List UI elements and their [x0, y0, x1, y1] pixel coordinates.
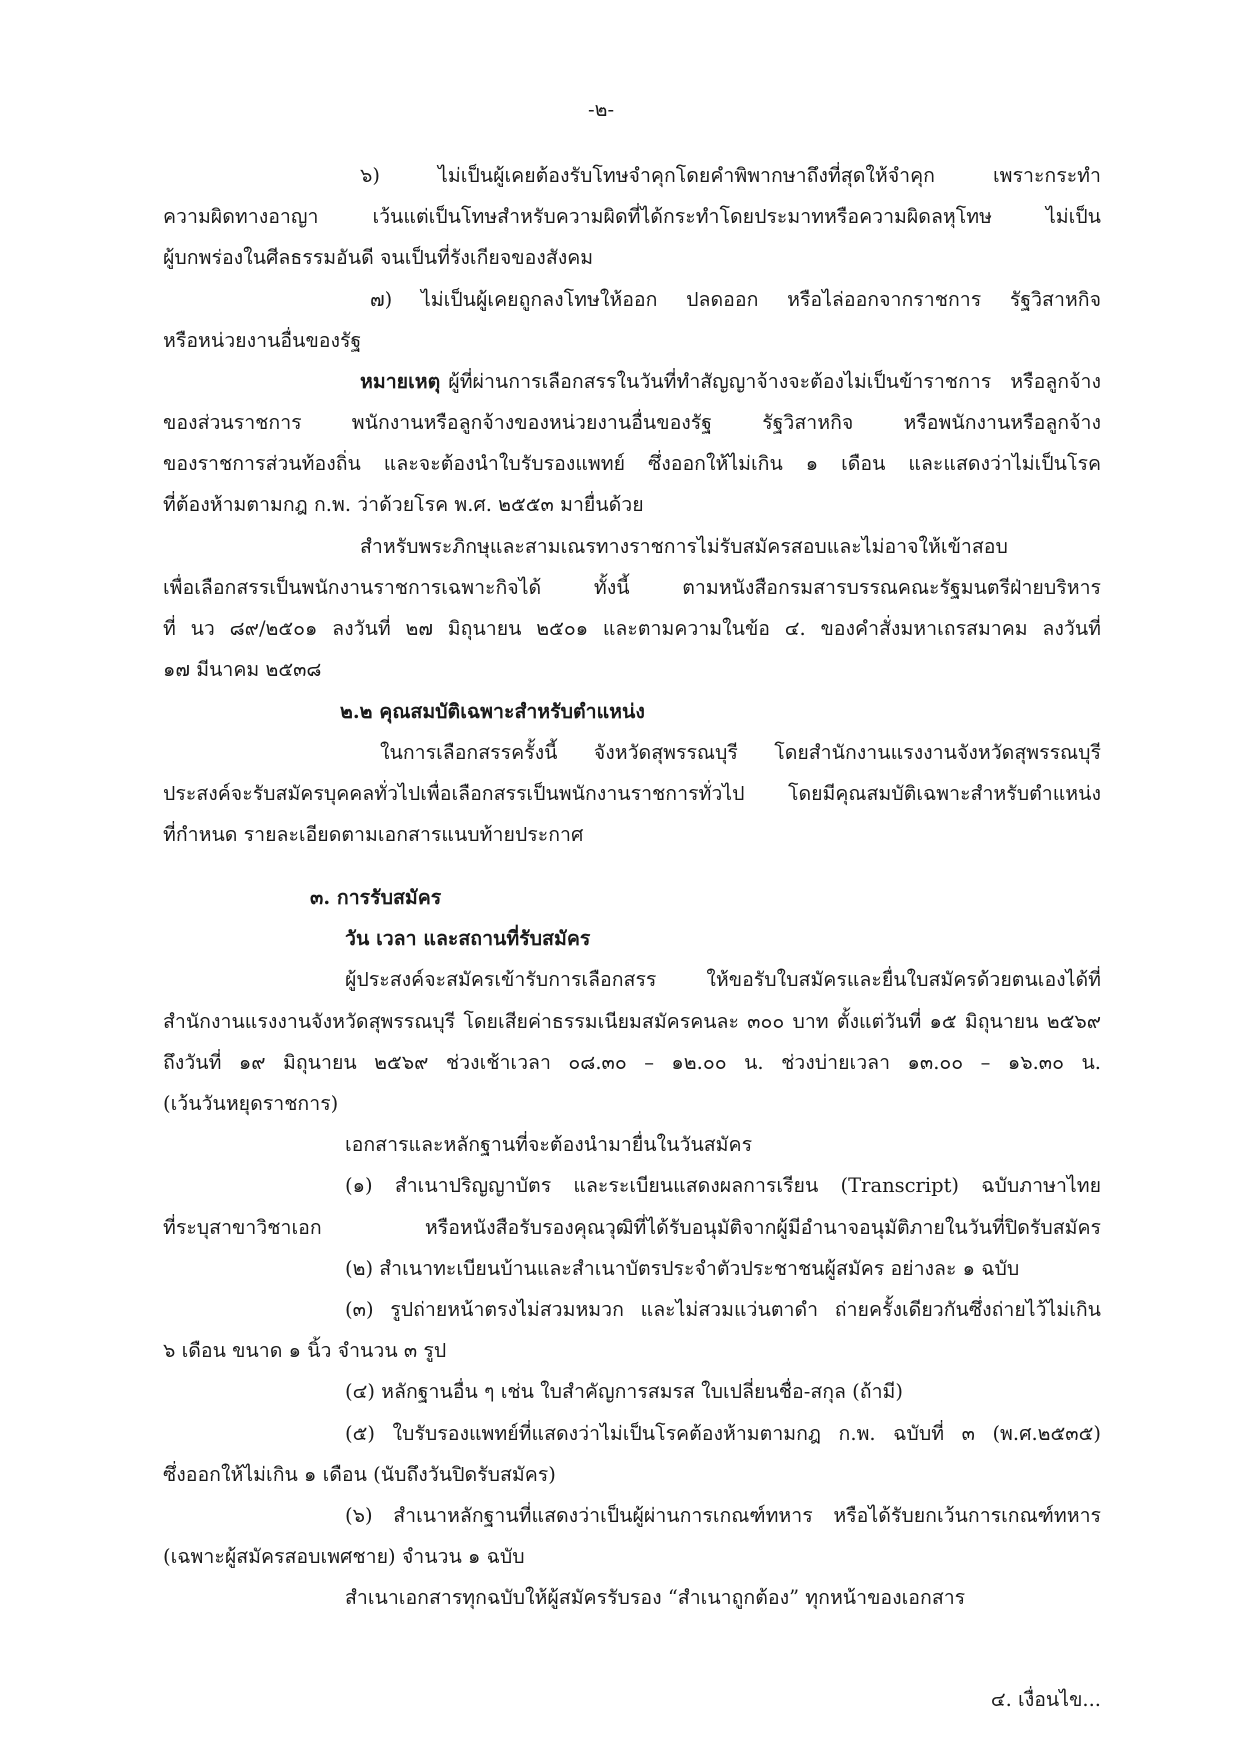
note-line-4: ที่ต้องห้ามตามกฎ ก.พ. ว่าด้วยโรค พ.ศ. ๒๕๕๓ มายื่นด้วย — [163, 493, 644, 516]
note-line-3: ของราชการส่วนท้องถิ่น และจะต้องนำใบรับรองแพทย์ ซึ่งออกให้ไม่เกิน ๑ เดือน และแสดงว่าไม่เป็นโรค — [163, 452, 1101, 475]
section-3-line-1: ผู้ประสงค์จะสมัครเข้ารับการเลือกสรร ให้ขอรับใบสมัครและยื่นใบสมัครด้วยตนเองได้ที่ — [345, 968, 1101, 991]
document-1-line-2: ที่ระบุสาขาวิชาเอก หรือหนังสือรับรองคุณวุฒิที่ได้รับอนุมัติจากผู้มีอำนาจอนุมัติภายในวันที่ปิดรับสมัคร — [163, 1216, 1101, 1239]
qualification-6-line-1: ๖) ไม่เป็นผู้เคยต้องรับโทษจำคุกโดยคำพิพากษาถึงที่สุดให้จำคุก เพราะกระทำ — [360, 164, 1101, 187]
monk-line-4: ๑๗ มีนาคม ๒๕๓๘ — [163, 658, 322, 681]
note-line-2: ของส่วนราชการ พนักงานหรือลูกจ้างของหน่วยงานอื่นของรัฐ รัฐวิสาหกิจ หรือพนักงานหรือลูกจ้าง — [163, 411, 1101, 434]
document-6-line-1: (๖) สำเนาหลักฐานที่แสดงว่าเป็นผู้ผ่านการเกณฑ์ทหาร หรือได้รับยกเว้นการเกณฑ์ทหาร — [345, 1504, 1101, 1527]
document-2: (๒) สำเนาทะเบียนบ้านและสำเนาบัตรประจำตัวประชาชนผู้สมัคร อย่างละ ๑ ฉบับ — [345, 1257, 1020, 1280]
monk-line-3: ที่ นว ๘๙/๒๕๐๑ ลงวันที่ ๒๗ มิถุนายน ๒๕๐๑ และตามความในข้อ ๔. ของคำสั่งมหาเถรสมาคม ลงวันที่ — [163, 617, 1101, 640]
document-3-line-1: (๓) รูปถ่ายหน้าตรงไม่สวมหมวก และไม่สวมแว่นตาดำ ถ่ายครั้งเดียวกันซึ่งถ่ายไว้ไม่เกิน — [345, 1298, 1101, 1321]
section-2-2-line-3: ที่กำหนด รายละเอียดตามเอกสารแนบท้ายประกาศ — [163, 823, 584, 846]
section-3-subheading: วัน เวลา และสถานที่รับสมัคร — [345, 927, 591, 950]
documents-certify-note: สำเนาเอกสารทุกฉบับให้ผู้สมัครรับรอง “สำเนาถูกต้อง” ทุกหน้าของเอกสาร — [345, 1586, 966, 1609]
document-3-line-2: ๖ เดือน ขนาด ๑ นิ้ว จำนวน ๓ รูป — [163, 1339, 447, 1362]
qualification-7-line-2: หรือหน่วยงานอื่นของรัฐ — [163, 329, 362, 352]
document-4: (๔) หลักฐานอื่น ๆ เช่น ใบสำคัญการสมรส ใบเปลี่ยนชื่อ-สกุล (ถ้ามี) — [345, 1380, 903, 1403]
section-3-line-3: ถึงวันที่ ๑๙ มิถุนายน ๒๕๖๙ ช่วงเช้าเวลา ๐๘.๓๐ – ๑๒.๐๐ น. ช่วงบ่ายเวลา ๑๓.๐๐ – ๑๖.๓๐ น. — [163, 1051, 1101, 1074]
section-3-line-4: (เว้นวันหยุดราชการ) — [163, 1092, 339, 1115]
note-label: หมายเหตุ — [360, 370, 441, 393]
qualification-6-line-3: ผู้บกพร่องในศีลธรรมอันดี จนเป็นที่รังเกียจของสังคม — [163, 246, 594, 269]
monk-line-2: เพื่อเลือกสรรเป็นพนักงานราชการเฉพาะกิจได้ ทั้งนี้ ตามหนังสือกรมสารบรรณคณะรัฐมนตรีฝ่ายบริหาร — [163, 576, 1101, 599]
section-3-line-2: สำนักงานแรงงานจังหวัดสุพรรณบุรี โดยเสียค่าธรรมเนียมสมัครคนละ ๓๐๐ บาท ตั้งแต่วันที่ ๑๕ มิถุนายน ๒๕๖๙ — [163, 1010, 1101, 1033]
page-number: -๒- — [588, 98, 615, 121]
document-5-line-2: ซึ่งออกให้ไม่เกิน ๑ เดือน (นับถึงวันปิดรับสมัคร) — [163, 1463, 556, 1486]
monk-line-1: สำหรับพระภิกษุและสามเณรทางราชการไม่รับสมัครสอบและไม่อาจให้เข้าสอบ — [360, 535, 1008, 558]
document-6-line-2: (เฉพาะผู้สมัครสอบเพศชาย) จำนวน ๑ ฉบับ — [163, 1545, 525, 1568]
document-1-line-1: (๑) สำเนาปริญญาบัตร และระเบียนแสดงผลการเรียน (Transcript) ฉบับภาษาไทย — [345, 1174, 1101, 1197]
qualification-6-line-2: ความผิดทางอาญา เว้นแต่เป็นโทษสำหรับความผิดที่ได้กระทำโดยประมาทหรือความผิดลหุโทษ ไม่เป็น — [163, 205, 1101, 228]
section-2-2-line-2: ประสงค์จะรับสมัครบุคคลทั่วไปเพื่อเลือกสรรเป็นพนักงานราชการทั่วไป โดยมีคุณสมบัติเฉพาะสำหรับตำแหน่ง — [163, 782, 1101, 805]
note-text: ผู้ที่ผ่านการเลือกสรรในวันที่ทำสัญญาจ้างจะต้องไม่เป็นข้าราชการ หรือลูกจ้าง — [448, 370, 1101, 393]
documents-intro: เอกสารและหลักฐานที่จะต้องนำมายื่นในวันสมัคร — [345, 1133, 753, 1156]
section-3-heading: ๓. การรับสมัคร — [310, 886, 442, 909]
note-line-1 — [360, 372, 1101, 392]
qualification-7-line-1: ๗) ไม่เป็นผู้เคยถูกลงโทษให้ออก ปลดออก หรือไล่ออกจากราชการ รัฐวิสาหกิจ — [370, 288, 1101, 311]
document-5-line-1: (๕) ใบรับรองแพทย์ที่แสดงว่าไม่เป็นโรคต้องห้ามตามกฎ ก.พ. ฉบับที่ ๓ (พ.ศ.๒๕๓๕) — [345, 1422, 1101, 1445]
section-2-2-line-1: ในการเลือกสรรครั้งนี้ จังหวัดสุพรรณบุรี โดยสำนักงานแรงงานจังหวัดสุพรรณบุรี — [380, 741, 1101, 764]
section-2-2-heading: ๒.๒ คุณสมบัติเฉพาะสำหรับตำแหน่ง — [340, 700, 645, 723]
continuation-marker: ๔. เงื่อนไข... — [990, 1688, 1101, 1711]
